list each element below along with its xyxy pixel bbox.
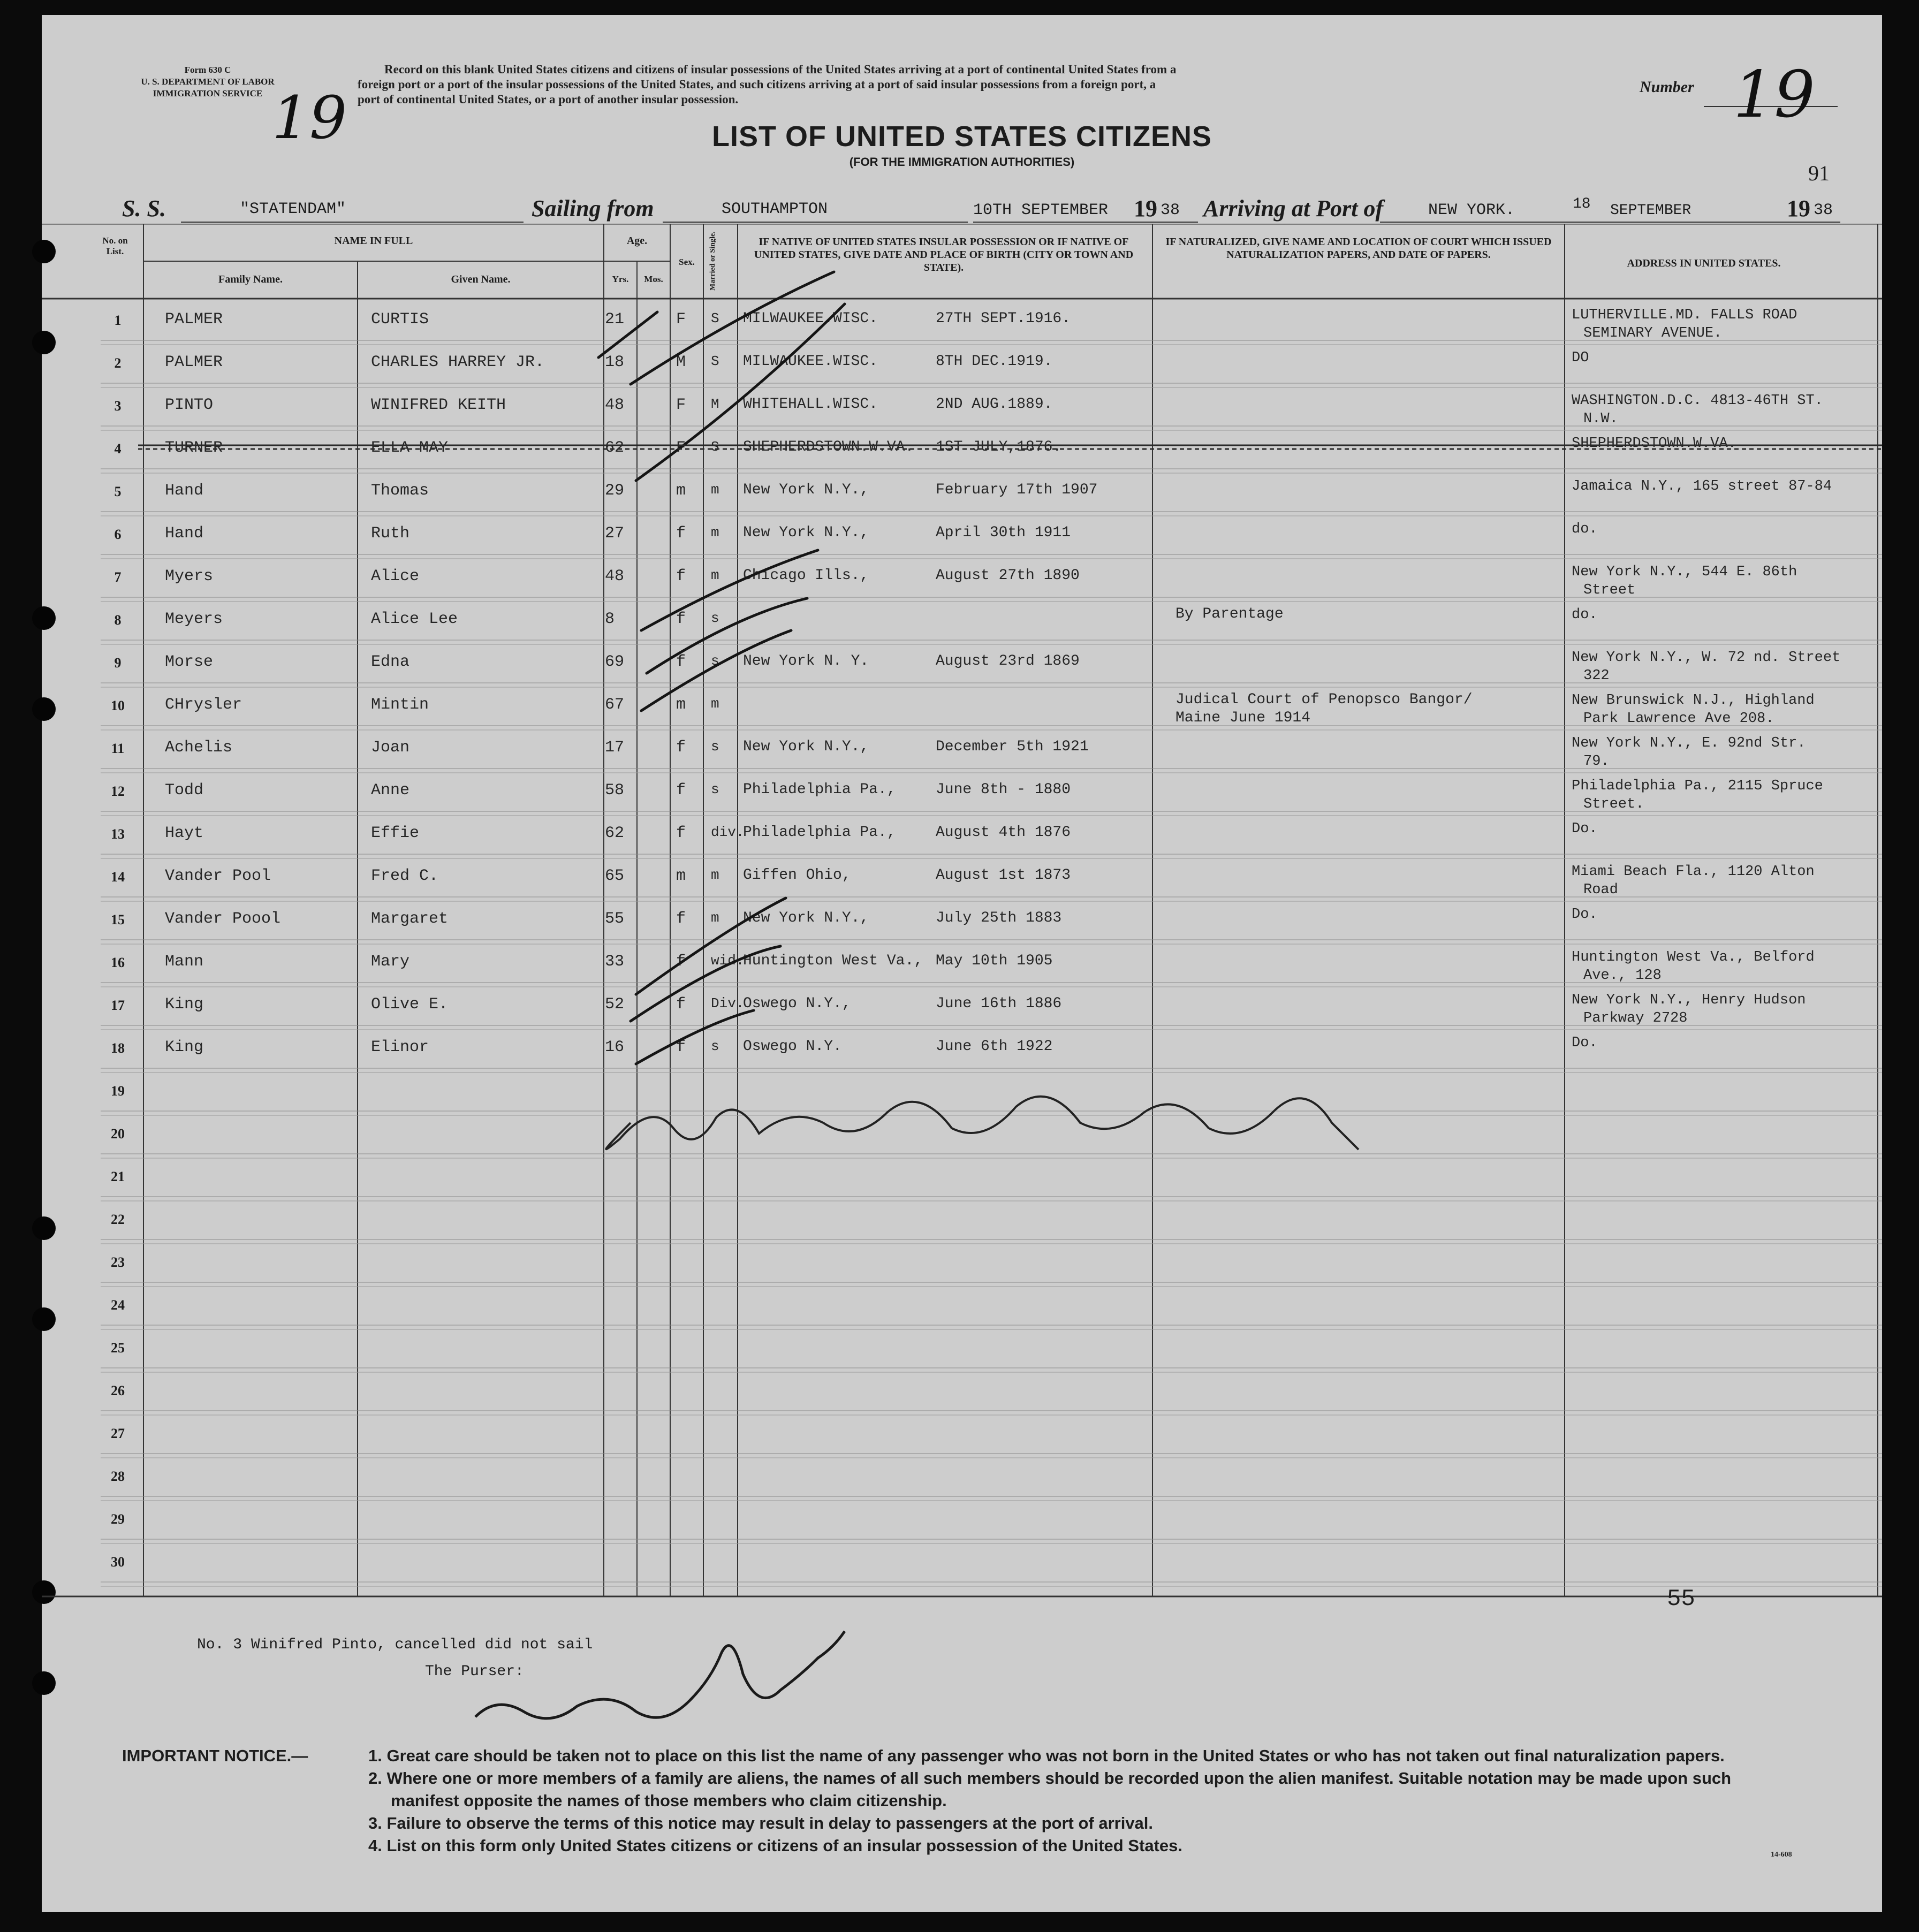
address-line-1: Do. — [1572, 821, 1598, 837]
row-number: 13 — [111, 826, 125, 842]
marital-status: s — [711, 739, 719, 755]
header-age: Age. — [626, 235, 648, 247]
row-number: 8 — [114, 612, 122, 628]
marital-status: m — [711, 567, 719, 583]
birth-place: Chicago Ills., — [743, 567, 869, 584]
header-name-in-full: NAME IN FULL — [334, 235, 413, 247]
marital-status: M — [711, 396, 719, 412]
notice-item: 1. Great care should be taken not to place on this list the name of any passenger who was not born in the United States or who has not taken out final naturalization papers. — [368, 1746, 1725, 1765]
birth-date: May 10th 1905 — [936, 953, 1053, 969]
address-line-2: N.W. — [1583, 411, 1618, 427]
birth-date: February 17th 1907 — [936, 482, 1098, 498]
family-name: Hand — [165, 524, 204, 543]
address-line-2: 322 — [1583, 668, 1610, 684]
birth-place: MILWAUKEE.WISC. — [743, 310, 878, 327]
header-sex: Sex. — [679, 257, 695, 267]
address-line-2: Parkway 2728 — [1583, 1010, 1688, 1026]
number-label: Number — [1640, 78, 1694, 96]
sex: m — [676, 867, 686, 885]
birth-place: SHEPHERDSTOWN.W.VA. — [743, 439, 914, 455]
address-line-1: New York N.Y., 544 E. 86th — [1572, 564, 1797, 580]
header-yrs: Yrs. — [612, 274, 629, 284]
address-line-2: Ave., 128 — [1583, 968, 1662, 984]
row-number: 22 — [111, 1212, 125, 1227]
age-years: 48 — [605, 567, 625, 585]
port-to: NEW YORK. — [1428, 201, 1515, 219]
row-number: 5 — [114, 484, 122, 499]
address-line-2: SEMINARY AVENUE. — [1583, 325, 1723, 341]
family-name: PINTO — [165, 396, 214, 414]
sex: f — [676, 781, 686, 800]
naturalization-court: By Parentage — [1175, 606, 1284, 622]
birth-place: New York N.Y., — [743, 482, 869, 498]
sex: f — [676, 1038, 686, 1056]
row-number: 6 — [114, 527, 122, 542]
day-to: 18 — [1573, 196, 1591, 212]
department: U. S. DEPARTMENT OF LABOR — [141, 77, 275, 87]
row-number: 7 — [114, 569, 122, 585]
header-naturalized: IF NATURALIZED, GIVE NAME AND LOCATION OF COURT WHICH ISSUED NATURALIZATION PAPERS, AND DATE OF PAPERS. — [1165, 236, 1552, 261]
address-line-2: Street — [1583, 582, 1636, 598]
port-from: SOUTHAMPTON — [722, 200, 828, 218]
marital-status: wid. — [711, 953, 745, 969]
sex: m — [676, 696, 686, 714]
given-name: Ruth — [371, 524, 410, 543]
year-prefix-to: 19 — [1787, 195, 1810, 222]
page-title: LIST OF UNITED STATES CITIZENS — [712, 120, 1212, 153]
row-number: 9 — [114, 655, 122, 671]
row-number: 25 — [111, 1340, 125, 1356]
age-years: 55 — [605, 910, 625, 928]
marital-status: S — [711, 310, 719, 326]
sex: f — [676, 824, 686, 842]
row-number: 10 — [111, 698, 125, 713]
row-number: 20 — [111, 1126, 125, 1142]
given-name: CHARLES HARREY JR. — [371, 353, 545, 371]
age-years: 17 — [605, 739, 625, 757]
marital-status: m — [711, 910, 719, 926]
age-years: 62 — [605, 439, 625, 457]
marital-status: s — [711, 1038, 719, 1054]
age-years: 29 — [605, 482, 625, 500]
birth-date: 8TH DEC.1919. — [936, 353, 1053, 370]
form-number: Form 630 C — [184, 65, 231, 75]
birth-date: July 25th 1883 — [936, 910, 1062, 926]
marital-status: m — [711, 524, 719, 541]
family-name: CHrysler — [165, 696, 242, 714]
row-number: 2 — [114, 355, 122, 371]
handwritten-number: 19 — [1733, 58, 1815, 132]
instruction-line: port of continental United States, or a port of another insular possession. — [358, 93, 739, 106]
age-years: 52 — [605, 995, 625, 1014]
address-line-1: LUTHERVILLE.MD. FALLS ROAD — [1572, 307, 1797, 323]
given-name: Olive E. — [371, 995, 449, 1014]
row-number: 15 — [111, 912, 125, 927]
birth-date: August 27th 1890 — [936, 567, 1080, 584]
row-number: 12 — [111, 784, 125, 799]
row-number: 23 — [111, 1254, 125, 1270]
sex: f — [676, 953, 686, 971]
row-number: 1 — [114, 313, 122, 328]
birth-place: New York N.Y., — [743, 739, 869, 755]
sex: f — [676, 524, 686, 543]
address-line-1: Philadelphia Pa., 2115 Spruce — [1572, 778, 1823, 794]
row-number: 21 — [111, 1169, 125, 1184]
given-name: Mintin — [371, 696, 429, 714]
address-line-2: Street. — [1583, 796, 1644, 812]
address-line-2: Park Lawrence Ave 208. — [1583, 711, 1774, 727]
page-subtitle: (FOR THE IMMIGRATION AUTHORITIES) — [849, 155, 1075, 169]
sex: m — [676, 482, 686, 500]
address-line-1: New York N.Y., W. 72 nd. Street — [1572, 650, 1841, 666]
given-name: Alice Lee — [371, 610, 458, 628]
header-birth: IF NATIVE OF UNITED STATES INSULAR POSSESSION OR IF NATIVE OF UNITED STATES, GIVE DATE AND PLACE OF BIRTH (CITY OR TOWN AND STATE). — [754, 236, 1134, 273]
address-line-1: Do. — [1572, 907, 1598, 923]
marital-status: s — [711, 781, 719, 797]
marital-status: s — [711, 610, 719, 626]
age-years: 62 — [605, 824, 625, 842]
header-mos: Mos. — [644, 274, 663, 284]
manifest-sheet — [42, 15, 1882, 1912]
marital-status: m — [711, 696, 719, 712]
birth-place: WHITEHALL.WISC. — [743, 396, 878, 413]
notice-heading: IMPORTANT NOTICE.— — [122, 1746, 308, 1765]
family-name: Hayt — [165, 824, 204, 842]
instruction-line: foreign port or a port of the insular possessions of the United States, and such citizens arriving at a port of said insular possessions from a foreign port, a — [358, 78, 1156, 91]
row-number: 11 — [111, 741, 125, 756]
row-number: 29 — [111, 1511, 125, 1527]
marital-status: m — [711, 482, 719, 498]
family-name: PALMER — [165, 310, 223, 329]
birth-place: Philadelphia Pa., — [743, 781, 896, 798]
address-line-1: do. — [1572, 607, 1598, 623]
notice-item: 2. Where one or more members of a family are aliens, the names of all such members should be recorded upon the alien manifest. Suitable notation may be made upon such — [368, 1769, 1732, 1788]
marital-status: Div. — [711, 995, 745, 1011]
marital-status: s — [711, 653, 719, 669]
address-line-1: New York N.Y., E. 92nd Str. — [1572, 735, 1806, 751]
ship-name: "STATENDAM" — [240, 200, 346, 218]
given-name: Edna — [371, 653, 410, 671]
given-name: CURTIS — [371, 310, 429, 329]
address-line-1: WASHINGTON.D.C. 4813-46TH ST. — [1572, 393, 1823, 409]
family-name: Hand — [165, 482, 204, 500]
family-name: King — [165, 995, 204, 1014]
given-name: ELLA MAY — [371, 439, 449, 457]
birth-place: New York N.Y., — [743, 524, 869, 541]
family-name: Todd — [165, 781, 204, 800]
sex: f — [676, 653, 686, 671]
family-name: Mann — [165, 953, 204, 971]
marital-status: m — [711, 867, 719, 883]
header-given-name: Given Name. — [451, 273, 511, 285]
header-family-name: Family Name. — [218, 273, 283, 285]
birth-date: 1ST JULY,1876. — [936, 439, 1062, 455]
sex: F — [676, 396, 686, 414]
birth-place: New York N. Y. — [743, 653, 869, 670]
family-name: Meyers — [165, 610, 223, 628]
naturalization-date: Maine June 1914 — [1175, 710, 1311, 726]
header-married: Married or Single. — [709, 231, 717, 291]
given-name: Fred C. — [371, 867, 439, 885]
age-years: 21 — [605, 310, 625, 329]
family-name: Vander Pool — [165, 867, 271, 885]
row-number: 28 — [111, 1469, 125, 1484]
address-line-1: do. — [1572, 521, 1598, 537]
row-number: 14 — [111, 869, 125, 885]
inspector-signature — [606, 1097, 1359, 1150]
address-line-1: Jamaica N.Y., 165 street 87-84 — [1572, 478, 1832, 495]
row-number: 26 — [111, 1383, 125, 1398]
given-name: Joan — [371, 739, 410, 757]
age-years: 69 — [605, 653, 625, 671]
family-name: Morse — [165, 653, 214, 671]
page-number: 91 — [1808, 161, 1830, 185]
age-years: 27 — [605, 524, 625, 543]
arriving-label: Arriving at Port of — [1203, 195, 1384, 222]
row-number: 18 — [111, 1040, 125, 1056]
marital-status: S — [711, 353, 719, 369]
age-years: 18 — [605, 353, 625, 371]
given-name: Alice — [371, 567, 420, 585]
sailing-label: Sailing from — [532, 195, 654, 222]
sex: M — [676, 353, 686, 371]
year-from: 38 — [1160, 201, 1180, 219]
sex: F — [676, 310, 686, 329]
birth-place: Huntington West Va., — [743, 953, 923, 969]
instruction-line: Record on this blank United States citizens and citizens of insular possessions of the United States arriving at a port of continental United States from a — [384, 63, 1177, 76]
year-prefix-from: 19 — [1134, 195, 1157, 222]
checkmark-strokes — [598, 272, 845, 1064]
address-line-1: Miami Beach Fla., 1120 Alton — [1572, 864, 1815, 880]
row-number: 30 — [111, 1554, 125, 1570]
birth-place: New York N.Y., — [743, 910, 869, 926]
birth-place: MILWAUKEE.WISC. — [743, 353, 878, 370]
notice-item: manifest opposite the names of those members who claim citizenship. — [391, 1791, 947, 1810]
birth-place: Philadelphia Pa., — [743, 824, 896, 841]
birth-date: June 8th - 1880 — [936, 781, 1071, 798]
address-line-1: New Brunswick N.J., Highland — [1572, 693, 1815, 709]
birth-date: August 4th 1876 — [936, 824, 1071, 841]
year-to: 38 — [1814, 201, 1833, 219]
month-to: SEPTEMBER — [1610, 202, 1692, 219]
age-years: 65 — [605, 867, 625, 885]
header-no: No. on List. — [102, 235, 128, 256]
row-number: 3 — [114, 398, 122, 414]
service: IMMIGRATION SERVICE — [153, 88, 263, 98]
family-name: Vander Poool — [165, 910, 281, 928]
sex: f — [676, 567, 686, 585]
given-name: Anne — [371, 781, 410, 800]
row-number: 17 — [111, 998, 125, 1013]
row-number: 19 — [111, 1083, 125, 1099]
age-years: 16 — [605, 1038, 625, 1056]
tally-count: 55 — [1667, 1586, 1695, 1612]
birth-date: December 5th 1921 — [936, 739, 1089, 755]
cancellation-note: No. 3 Winifred Pinto, cancelled did not sail — [197, 1637, 593, 1653]
family-name: Achelis — [165, 739, 233, 757]
family-name: TURNER — [165, 439, 223, 457]
address-line-1: Huntington West Va., Belford — [1572, 949, 1815, 965]
row-number: 4 — [114, 441, 122, 457]
birth-date: June 16th 1886 — [936, 995, 1062, 1012]
row-number: 27 — [111, 1426, 125, 1441]
birth-date: August 1st 1873 — [936, 867, 1071, 884]
address-line-2: Road — [1583, 882, 1618, 898]
family-name: PALMER — [165, 353, 223, 371]
naturalization-court: Judical Court of Penopsco Bangor/ — [1175, 691, 1473, 708]
row3-strike — [138, 445, 1882, 449]
given-name: Thomas — [371, 482, 429, 500]
given-name: Effie — [371, 824, 420, 842]
family-name: Myers — [165, 567, 214, 585]
sex: f — [676, 739, 686, 757]
birth-place: Oswego N.Y. — [743, 1038, 842, 1055]
age-years: 58 — [605, 781, 625, 800]
birth-place: Giffen Ohio, — [743, 867, 851, 884]
birth-date: 2ND AUG.1889. — [936, 396, 1053, 413]
header-address: ADDRESS IN UNITED STATES. — [1627, 257, 1781, 269]
address-line-1: Do. — [1572, 1035, 1598, 1051]
notice-item: 3. Failure to observe the terms of this notice may result in delay to passengers at the port of arrival. — [368, 1814, 1154, 1832]
handwritten-list-number: 19 — [272, 83, 347, 152]
given-name: WINIFRED KEITH — [371, 396, 506, 414]
sex: f — [676, 910, 686, 928]
marital-status: S — [711, 439, 719, 455]
row-number: 16 — [111, 955, 125, 970]
footer-code: 14-608 — [1771, 1851, 1792, 1859]
birth-date: June 6th 1922 — [936, 1038, 1053, 1055]
given-name: Elinor — [371, 1038, 429, 1056]
sex: f — [676, 995, 686, 1014]
sex: f — [676, 610, 686, 628]
address-line-1: DO — [1572, 350, 1589, 366]
address-line-1: New York N.Y., Henry Hudson — [1572, 992, 1806, 1008]
handwriting-overlay — [42, 15, 1882, 1912]
birth-date: August 23rd 1869 — [936, 653, 1080, 670]
age-years: 33 — [605, 953, 625, 971]
birth-date: 27TH SEPT.1916. — [936, 310, 1071, 327]
birth-date: April 30th 1911 — [936, 524, 1071, 541]
birth-place: Oswego N.Y., — [743, 995, 851, 1012]
ss-label: S. S. — [122, 195, 166, 222]
age-years: 8 — [605, 610, 615, 628]
family-name: King — [165, 1038, 204, 1056]
notice-item: 4. List on this form only United States citizens or citizens of an insular possession of the United States. — [368, 1836, 1182, 1855]
notice-heading-text: IMPORTANT NOTICE. — [122, 1746, 292, 1765]
row-number: 24 — [111, 1297, 125, 1313]
address-line-1: SHEPHERDSTOWN.W.VA. — [1572, 436, 1736, 452]
address-line-2: 79. — [1583, 754, 1610, 770]
purser-label: The Purser: — [425, 1663, 524, 1680]
age-years: 48 — [605, 396, 625, 414]
marital-status: div. — [711, 824, 745, 840]
sex: F — [676, 439, 686, 457]
age-years: 67 — [605, 696, 625, 714]
date-from: 10TH SEPTEMBER — [973, 201, 1109, 219]
given-name: Margaret — [371, 910, 449, 928]
given-name: Mary — [371, 953, 410, 971]
